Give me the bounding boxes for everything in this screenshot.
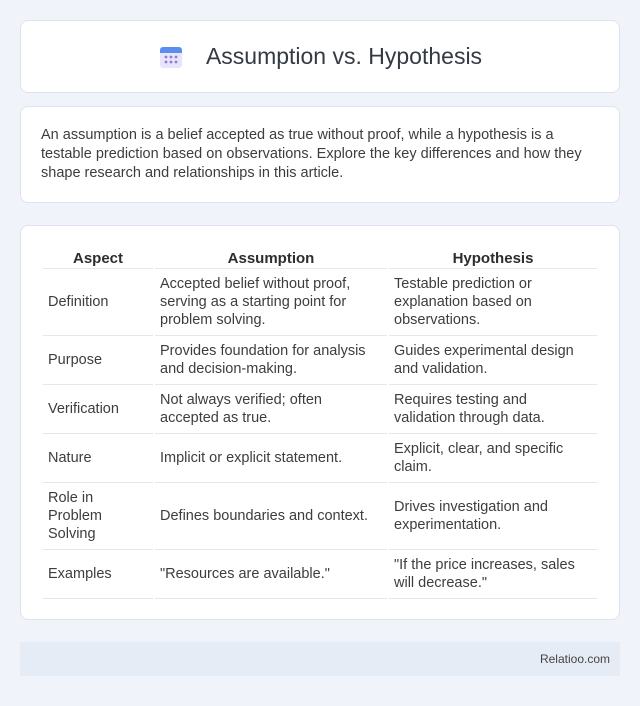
header-hypothesis: Hypothesis <box>389 245 597 269</box>
footer <box>20 642 620 676</box>
hypothesis-cell: Testable prediction or explanation based on observations. <box>389 269 597 336</box>
hypothesis-cell: "If the price increases, sales will decrease." <box>389 550 597 599</box>
header-aspect: Aspect <box>43 245 153 269</box>
aspect-cell: Definition <box>43 269 153 336</box>
hypothesis-cell: Drives investigation and experimentation. <box>389 483 597 550</box>
assumption-cell: Defines boundaries and context. <box>155 483 387 550</box>
table-row <box>43 434 597 483</box>
table-row <box>43 483 597 550</box>
comparison-table-card <box>20 225 620 620</box>
assumption-cell: Implicit or explicit statement. <box>155 434 387 483</box>
hypothesis-cell: Requires testing and validation through data. <box>389 385 597 434</box>
title-card <box>20 20 620 93</box>
intro-card <box>20 106 620 203</box>
table-header-row <box>43 245 597 269</box>
assumption-cell: Accepted belief without proof, serving as a starting point for problem solving. <box>155 269 387 336</box>
comparison-table <box>41 245 599 599</box>
aspect-cell: Role in Problem Solving <box>43 483 153 550</box>
page-title: Assumption vs. Hypothesis <box>205 43 483 69</box>
table-row <box>43 550 597 599</box>
footer-brand: Relatioo.com <box>539 652 610 666</box>
header-assumption: Assumption <box>155 245 387 269</box>
table-row <box>43 269 597 336</box>
intro-paragraph: An assumption is a belief accepted as true without proof, while a hypothesis is a testable prediction based on observations. Explore the key differences and how they shape research and relationships in this article. <box>41 127 582 181</box>
table-row <box>43 385 597 434</box>
assumption-cell: Not always verified; often accepted as true. <box>155 385 387 434</box>
hypothesis-cell: Explicit, clear, and specific claim. <box>389 434 597 483</box>
aspect-cell: Verification <box>43 385 153 434</box>
aspect-cell: Purpose <box>43 336 153 385</box>
assumption-cell: "Resources are available." <box>155 550 387 599</box>
aspect-cell: Examples <box>43 550 153 599</box>
assumption-cell: Provides foundation for analysis and decision-making. <box>155 336 387 385</box>
table-row <box>43 336 597 385</box>
aspect-cell: Nature <box>43 434 153 483</box>
calendar-icon <box>158 44 184 70</box>
hypothesis-cell: Guides experimental design and validation. <box>389 336 597 385</box>
